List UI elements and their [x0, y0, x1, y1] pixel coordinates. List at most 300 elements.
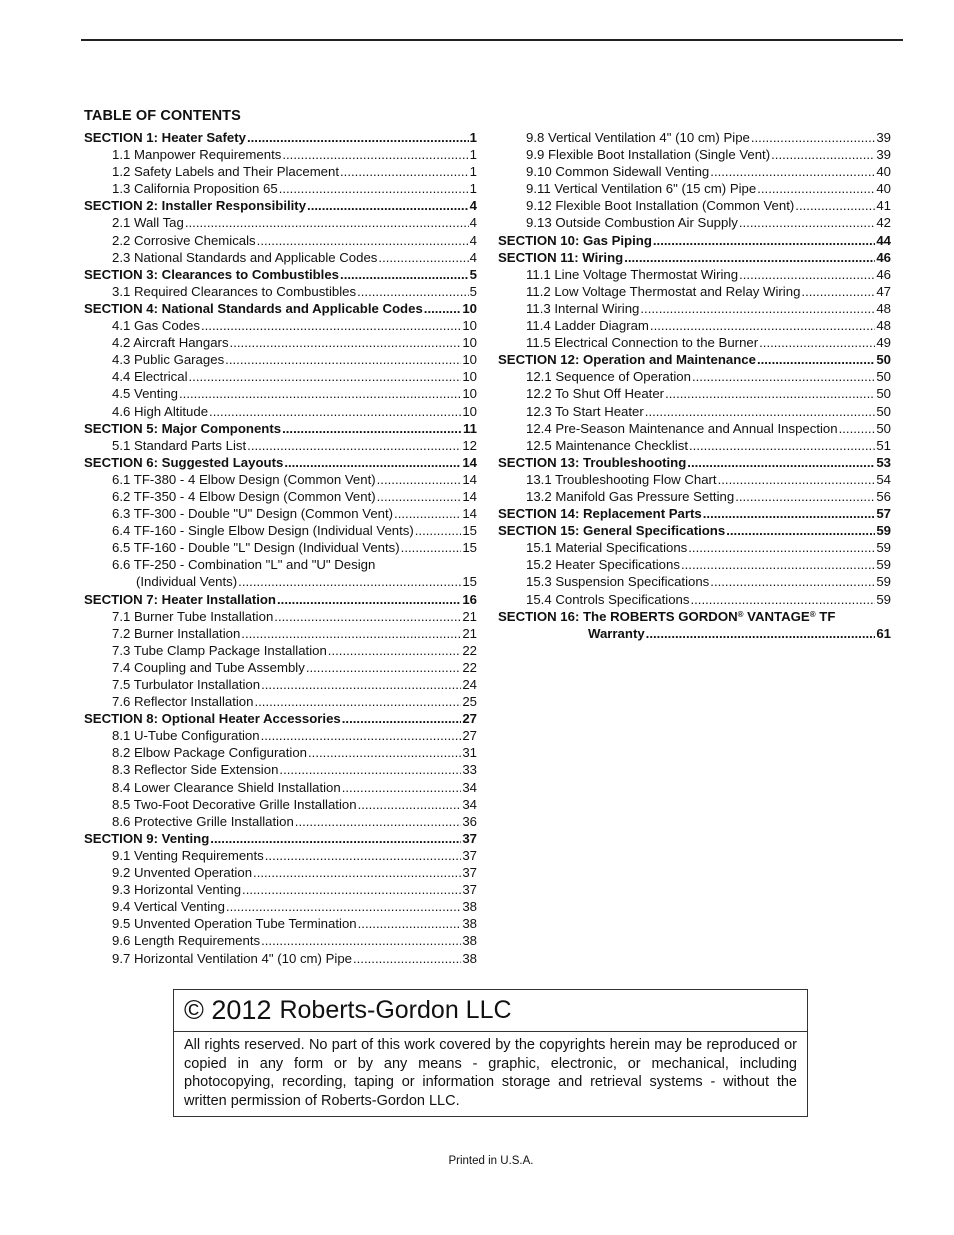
toc-dot-leader	[378, 249, 468, 266]
toc-dot-leader	[759, 334, 875, 351]
toc-entry-title: 9.12 Flexible Boot Installation (Common Vent)	[526, 198, 795, 214]
toc-entry-title: SECTION 7: Heater Installation	[84, 591, 276, 607]
top-rule	[81, 39, 903, 41]
toc-entry-continuation[interactable]	[84, 573, 477, 590]
toc-entry-title: 8.4 Lower Clearance Shield Installation	[112, 779, 341, 795]
toc-subsection-entry[interactable]	[84, 642, 477, 659]
toc-subsection-entry[interactable]	[84, 761, 477, 778]
printed-in: Printed in U.S.A.	[448, 1155, 534, 1167]
toc-page-number: 22	[462, 659, 477, 675]
toc-page-number: 38	[462, 916, 477, 932]
toc-subsection-entry[interactable]	[84, 915, 477, 932]
toc-dot-leader	[342, 710, 462, 727]
toc-dot-leader	[688, 539, 875, 556]
toc-subsection-entry[interactable]	[84, 351, 477, 368]
toc-page-number: 50	[876, 420, 891, 436]
toc-entry-title: 4.1 Gas Codes	[112, 318, 200, 334]
toc-page-number: 11	[463, 420, 477, 436]
toc-section-entry[interactable]	[498, 454, 891, 471]
toc-page-number: 47	[876, 283, 891, 299]
toc-entry-title: 9.6 Length Requirements	[112, 933, 261, 949]
toc-entry-title: 9.2 Unvented Operation	[112, 865, 253, 881]
copyright-notice: All rights reserved. No part of this work covered by the copyrights herein may be reproduced or copied in any form or by any means - graphic, electronic, or mechanical, including photocopying, recording, taping or information storage and retrieval systems - without the written permission of Roberts-Gordon LLC.	[184, 1037, 797, 1109]
toc-page-number: 22	[462, 642, 477, 658]
toc-entry-title: 6.5 TF-160 - Double "L" Design (Individual Vents)	[112, 540, 400, 556]
toc-dot-leader	[735, 488, 875, 505]
toc-page-number: 25	[462, 694, 477, 710]
toc-subsection-entry[interactable]	[498, 556, 891, 573]
toc-subsection-entry[interactable]	[498, 163, 891, 180]
toc-entry-title: 9.8 Vertical Ventilation 4" (10 cm) Pipe	[526, 130, 750, 145]
toc-subsection-entry[interactable]	[498, 146, 891, 163]
toc-page-number: 42	[876, 215, 891, 231]
toc-subsection-entry[interactable]	[84, 368, 477, 385]
toc-subsection-entry[interactable]	[84, 898, 477, 915]
toc-dot-leader	[401, 539, 462, 556]
toc-entry-title: 8.3 Reflector Side Extension	[112, 762, 279, 778]
toc-entry-title: 12.1 Sequence of Operation	[526, 369, 691, 385]
toc-subsection-entry[interactable]	[498, 591, 891, 608]
toc-dot-leader	[242, 881, 461, 898]
toc-subsection-entry[interactable]	[84, 180, 477, 197]
toc-entry-title: SECTION 16: The ROBERTS GORDON® VANTAGE® TF	[498, 608, 836, 624]
toc-page-number: 61	[876, 625, 891, 641]
toc-subsection-entry[interactable]	[84, 950, 477, 967]
toc-dot-leader	[179, 385, 461, 402]
toc-entry-title: 1.2 Safety Labels and Their Placement	[112, 164, 340, 180]
toc-page-number: 37	[462, 830, 477, 846]
toc-subsection-entry[interactable]	[498, 437, 891, 454]
toc-page-number: 24	[462, 677, 477, 692]
toc-subsection-entry[interactable]	[84, 744, 477, 761]
toc-entry-title: 11.5 Electrical Connection to the Burner	[526, 335, 759, 351]
toc-page-number: 1	[469, 147, 477, 163]
toc-dot-leader	[640, 300, 875, 317]
toc-subsection-entry[interactable]	[498, 471, 891, 488]
toc-entry-title: (Individual Vents)	[136, 574, 238, 590]
toc-dot-leader	[230, 334, 462, 351]
toc-entry-title: 9.11 Vertical Ventilation 6" (15 cm) Pipe	[526, 181, 757, 197]
toc-entry-title: 15.3 Suspension Specifications	[526, 574, 710, 590]
toc-page-number: 39	[876, 130, 891, 145]
toc-page-number: 33	[462, 762, 477, 778]
toc-dot-leader	[257, 232, 469, 249]
toc-dot-leader	[210, 830, 461, 847]
toc-page-number: 50	[876, 352, 891, 368]
toc-subsection-entry[interactable]	[498, 180, 891, 197]
toc-dot-leader	[279, 180, 469, 197]
toc-page-number: 38	[462, 899, 477, 915]
toc-dot-leader	[689, 437, 875, 454]
toc-dot-leader	[340, 266, 469, 283]
toc-subsection-entry[interactable]	[498, 573, 891, 590]
toc-entry-title: SECTION 12: Operation and Maintenance	[498, 352, 756, 368]
toc-subsection-entry[interactable]	[84, 727, 477, 744]
toc-dot-leader	[801, 283, 875, 300]
toc-subsection-entry[interactable]	[84, 505, 477, 522]
toc-entry-title: 4.2 Aircraft Hangars	[112, 335, 229, 351]
toc-right-column	[498, 129, 891, 642]
toc-dot-leader	[282, 420, 462, 437]
toc-subsection-entry[interactable]	[84, 796, 477, 813]
toc-dot-leader	[757, 180, 875, 197]
toc-entry-title: 9.9 Flexible Boot Installation (Single Vent)	[526, 147, 771, 163]
toc-subsection-entry[interactable]	[498, 334, 891, 351]
toc-entry-title: 7.1 Burner Tube Installation	[112, 608, 274, 624]
toc-subsection-entry[interactable]	[84, 881, 477, 898]
toc-entry-title: 8.2 Elbow Package Configuration	[112, 745, 308, 761]
toc-dot-leader	[277, 591, 461, 608]
toc-entry-title: 9.4 Vertical Venting	[112, 899, 225, 915]
toc-subsection-entry[interactable]	[84, 676, 477, 693]
toc-page-number: 1	[469, 164, 477, 180]
toc-section-entry[interactable]	[84, 197, 477, 214]
toc-section-entry[interactable]	[498, 351, 891, 368]
toc-page-number: 59	[876, 591, 891, 607]
toc-entry-title: 4.6 High Altitude	[112, 403, 209, 419]
toc-subsection-entry[interactable]	[84, 471, 477, 488]
toc-entry-title: 11.3 Internal Wiring	[526, 300, 640, 316]
toc-dot-leader	[424, 300, 462, 317]
toc-subsection-entry[interactable]	[84, 232, 477, 249]
toc-dot-leader	[358, 915, 462, 932]
toc-page-number: 41	[876, 198, 891, 214]
toc-subsection-entry[interactable]	[84, 488, 477, 505]
toc-page-number: 34	[462, 779, 477, 795]
toc-page-number: 40	[876, 181, 891, 197]
toc-subsection-entry[interactable]	[84, 779, 477, 796]
toc-subsection-entry[interactable]	[84, 385, 477, 402]
toc-page-number: 40	[876, 164, 891, 180]
toc-section-entry[interactable]	[498, 249, 891, 266]
toc-entry-title: SECTION 6: Suggested Layouts	[84, 454, 284, 470]
toc-dot-leader	[653, 232, 875, 249]
toc-dot-leader	[645, 403, 876, 420]
toc-entry-title: SECTION 10: Gas Piping	[498, 232, 652, 248]
toc-entry-title: SECTION 14: Replacement Parts	[498, 506, 702, 522]
toc-entry-title: 2.2 Corrosive Chemicals	[112, 232, 256, 248]
toc-entry-title: 12.3 To Start Heater	[526, 403, 644, 419]
toc-page-number: 27	[462, 728, 477, 744]
toc-page-number: 48	[876, 300, 891, 316]
toc-entry-title: 13.2 Manifold Gas Pressure Setting	[526, 488, 735, 504]
toc-dot-leader	[665, 385, 875, 402]
toc-section-entry[interactable]	[84, 300, 477, 317]
toc-subsection-entry[interactable]	[84, 864, 477, 881]
toc-subsection-entry[interactable]	[84, 214, 477, 231]
toc-entry-title: 7.2 Burner Installation	[112, 625, 241, 641]
toc-entry-title: SECTION 5: Major Components	[84, 420, 282, 436]
toc-dot-leader	[265, 847, 462, 864]
toc-dot-leader	[646, 625, 876, 642]
toc-entry-title: 9.7 Horizontal Ventilation 4" (10 cm) Pipe	[112, 950, 352, 966]
toc-page-number: 10	[462, 300, 477, 316]
toc-subsection-entry[interactable]	[498, 214, 891, 231]
copyright-owner: Roberts-Gordon LLC	[279, 996, 512, 1024]
toc-dot-leader	[687, 454, 875, 471]
toc-entry-title: 7.5 Turbulator Installation	[112, 677, 261, 692]
toc-page-number: 12	[462, 437, 477, 453]
toc-subsection-entry[interactable]	[498, 283, 891, 300]
toc-entry-title: 9.1 Venting Requirements	[112, 847, 264, 863]
toc-page-number: 48	[876, 318, 891, 334]
toc-page-number: 14	[462, 471, 477, 487]
toc-dot-leader	[201, 317, 461, 334]
toc-subsection-entry[interactable]	[84, 608, 477, 625]
toc-entry-title: SECTION 15: General Specifications	[498, 523, 726, 539]
toc-dot-leader	[226, 898, 461, 915]
toc-dot-leader	[254, 693, 461, 710]
toc-entry-title: 12.4 Pre-Season Maintenance and Annual Inspection	[526, 420, 838, 436]
toc-dot-leader	[189, 368, 462, 385]
toc-subsection-entry[interactable]	[84, 163, 477, 180]
toc-subsection-entry[interactable]	[84, 522, 477, 539]
toc-entry-title: 6.2 TF-350 - 4 Elbow Design (Common Vent)	[112, 488, 376, 504]
toc-subsection-entry[interactable]	[498, 539, 891, 556]
toc-entry-title: SECTION 11: Wiring	[498, 249, 624, 265]
toc-subsection-entry[interactable]	[84, 556, 477, 573]
toc-dot-leader	[710, 573, 875, 590]
toc-subsection-entry[interactable]	[84, 403, 477, 420]
toc-page-number: 46	[876, 249, 891, 265]
toc-dot-leader	[209, 403, 461, 420]
toc-page-number: 36	[462, 813, 477, 829]
toc-dot-leader	[253, 864, 461, 881]
toc-entry-title: 7.3 Tube Clamp Package Installation	[112, 642, 327, 658]
toc-page-number: 50	[876, 386, 891, 402]
toc-subsection-entry[interactable]	[84, 437, 477, 454]
toc-page-number: 49	[876, 335, 891, 351]
toc-page-number: 10	[462, 386, 477, 402]
toc-page-number: 15	[462, 540, 477, 556]
toc-dot-leader	[690, 591, 875, 608]
toc-entry-title: 12.5 Maintenance Checklist	[526, 437, 689, 453]
toc-page-number: 15	[462, 523, 477, 539]
toc-dot-leader	[358, 796, 462, 813]
toc-entry-title: 8.5 Two-Foot Decorative Grille Installation	[112, 796, 357, 812]
toc-page-number: 4	[469, 198, 477, 214]
toc-entry-title: 4.3 Public Garages	[112, 352, 225, 368]
toc-dot-leader	[795, 197, 875, 214]
toc-dot-leader	[185, 214, 469, 231]
toc-dot-leader	[394, 505, 461, 522]
toc-entry-title: 6.4 TF-160 - Single Elbow Design (Individual Vents)	[112, 523, 414, 539]
toc-dot-leader	[282, 146, 468, 163]
toc-dot-leader	[279, 761, 461, 778]
toc-page-number: 44	[876, 232, 891, 248]
toc-dot-leader	[726, 522, 875, 539]
toc-page-number: 53	[876, 454, 891, 470]
toc-subsection-entry[interactable]	[84, 283, 477, 300]
toc-subsection-entry[interactable]	[84, 625, 477, 642]
toc-dot-leader	[624, 249, 875, 266]
toc-page-number: 14	[462, 454, 477, 470]
toc-dot-leader	[328, 642, 462, 659]
copyright-heading	[174, 990, 807, 1032]
toc-dot-leader	[306, 659, 462, 676]
toc-subsection-entry[interactable]	[498, 488, 891, 505]
toc-page-number: 21	[462, 608, 477, 624]
toc-page-number: 39	[876, 147, 891, 163]
toc-dot-leader	[308, 744, 461, 761]
toc-dot-leader	[757, 351, 875, 368]
toc-dot-leader	[340, 163, 469, 180]
toc-dot-leader	[718, 471, 876, 488]
toc-section-entry[interactable]	[498, 232, 891, 249]
toc-subsection-entry[interactable]	[84, 317, 477, 334]
toc-subsection-entry[interactable]	[498, 129, 891, 146]
toc-page-number: 5	[469, 266, 477, 282]
copyright-box	[173, 989, 808, 1117]
toc-section-entry[interactable]	[498, 608, 891, 625]
toc-entry-title: 6.1 TF-380 - 4 Elbow Design (Common Vent)	[112, 471, 376, 487]
toc-page-number: 56	[876, 488, 891, 504]
toc-dot-leader	[342, 779, 462, 796]
toc-page-number: 59	[876, 540, 891, 556]
toc-subsection-entry[interactable]	[84, 847, 477, 864]
toc-subsection-entry[interactable]	[84, 539, 477, 556]
toc-subsection-entry[interactable]	[498, 197, 891, 214]
toc-subsection-entry[interactable]	[84, 659, 477, 676]
toc-section-entry[interactable]	[84, 454, 477, 471]
toc-title: TABLE OF CONTENTS	[84, 108, 241, 124]
toc-section-entry[interactable]	[84, 591, 477, 608]
toc-section-entry[interactable]	[84, 710, 477, 727]
toc-page-number: 14	[462, 488, 477, 504]
toc-page-number: 59	[876, 574, 891, 590]
toc-dot-leader	[238, 573, 461, 590]
toc-dot-leader	[839, 420, 876, 437]
toc-section-entry[interactable]	[84, 129, 477, 146]
toc-page-number: 4	[469, 215, 477, 231]
toc-dot-leader	[295, 813, 462, 830]
toc-dot-leader	[274, 608, 461, 625]
toc-dot-leader	[261, 727, 462, 744]
toc-subsection-entry[interactable]	[498, 300, 891, 317]
toc-entry-title: 8.1 U-Tube Configuration	[112, 728, 260, 744]
toc-subsection-entry[interactable]	[498, 266, 891, 283]
toc-page-number: 34	[462, 796, 477, 812]
toc-dot-leader	[377, 471, 462, 488]
toc-dot-leader	[650, 317, 875, 334]
toc-page-number: 5	[469, 283, 477, 299]
toc-dot-leader	[241, 625, 461, 642]
toc-subsection-entry[interactable]	[498, 317, 891, 334]
toc-entry-title: 12.2 To Shut Off Heater	[526, 386, 665, 402]
toc-subsection-entry[interactable]	[84, 334, 477, 351]
toc-dot-leader	[751, 129, 875, 146]
toc-section-entry[interactable]	[498, 505, 891, 522]
toc-dot-leader	[681, 556, 875, 573]
toc-subsection-entry[interactable]	[84, 693, 477, 710]
toc-dot-leader	[247, 437, 461, 454]
toc-subsection-entry[interactable]	[498, 420, 891, 437]
toc-entry-title: 13.1 Troubleshooting Flow Chart	[526, 471, 717, 487]
toc-entry-title: SECTION 13: Troubleshooting	[498, 454, 687, 470]
toc-page-number: 16	[462, 591, 477, 607]
toc-dot-leader	[353, 950, 461, 967]
toc-dot-leader	[284, 454, 461, 471]
toc-subsection-entry[interactable]	[498, 403, 891, 420]
toc-entry-continuation[interactable]	[498, 625, 891, 642]
toc-subsection-entry[interactable]	[498, 385, 891, 402]
toc-page-number: 50	[876, 369, 891, 385]
toc-entry-title: 11.4 Ladder Diagram	[526, 318, 649, 334]
toc-section-entry[interactable]	[84, 420, 477, 437]
toc-dot-leader	[771, 146, 875, 163]
toc-dot-leader	[357, 283, 469, 300]
toc-dot-leader	[225, 351, 461, 368]
toc-entry-title: 11.2 Low Voltage Thermostat and Relay Wiring	[526, 283, 801, 299]
toc-dot-leader	[261, 932, 461, 949]
toc-section-entry[interactable]	[498, 522, 891, 539]
toc-entry-title: 15.4 Controls Specifications	[526, 591, 690, 607]
toc-dot-leader	[415, 522, 462, 539]
toc-subsection-entry[interactable]	[84, 932, 477, 949]
toc-page-number: 54	[876, 471, 891, 487]
toc-page-number: 21	[462, 625, 477, 641]
toc-page-number: 38	[462, 950, 477, 966]
toc-entry-title: 6.6 TF-250 - Combination "L" and "U" Design	[112, 557, 376, 573]
toc-entry-title: SECTION 9: Venting	[84, 830, 210, 846]
toc-entry-title: SECTION 3: Clearances to Combustibles	[84, 266, 340, 282]
toc-entry-title: 9.13 Outside Combustion Air Supply	[526, 215, 738, 231]
toc-page-number: 14	[462, 506, 477, 522]
toc-page-number: 57	[876, 506, 891, 522]
toc-subsection-entry[interactable]	[84, 813, 477, 830]
toc-page-number: 1	[469, 130, 477, 145]
toc-entry-title: SECTION 1: Heater Safety	[84, 130, 246, 145]
toc-page-number: 10	[462, 352, 477, 368]
toc-subsection-entry[interactable]	[498, 368, 891, 385]
toc-section-entry[interactable]	[84, 266, 477, 283]
toc-entry-title: SECTION 2: Installer Responsibility	[84, 198, 307, 214]
toc-dot-leader	[739, 266, 875, 283]
toc-dot-leader	[739, 214, 875, 231]
toc-page-number: 50	[876, 403, 891, 419]
toc-entry-title: 15.1 Material Specifications	[526, 540, 688, 556]
toc-entry-title: 9.5 Unvented Operation Tube Termination	[112, 916, 357, 932]
toc-section-entry[interactable]	[84, 830, 477, 847]
toc-dot-leader	[261, 676, 461, 693]
toc-entry-title: 15.2 Heater Specifications	[526, 557, 680, 573]
toc-page-number: 59	[876, 557, 891, 573]
toc-page-number: 59	[876, 523, 891, 539]
toc-entry-title: SECTION 4: National Standards and Applicable Codes	[84, 300, 423, 316]
toc-dot-leader	[377, 488, 462, 505]
copyright-year: © 2012	[184, 995, 272, 1025]
toc-page-number: 31	[462, 745, 477, 761]
toc-dot-leader	[692, 368, 875, 385]
toc-page-number: 10	[462, 335, 477, 351]
toc-entry-title: 9.3 Horizontal Venting	[112, 882, 242, 898]
toc-entry-title: Warranty	[588, 625, 645, 641]
toc-entry-title: 7.6 Reflector Installation	[112, 694, 254, 710]
toc-entry-title: 1.3 California Proposition 65	[112, 181, 278, 197]
toc-subsection-entry[interactable]	[84, 249, 477, 266]
toc-dot-leader	[307, 197, 469, 214]
toc-entry-title: 1.1 Manpower Requirements	[112, 147, 282, 163]
toc-subsection-entry[interactable]	[84, 146, 477, 163]
toc-page-number: 10	[462, 369, 477, 385]
toc-page-number: 4	[469, 249, 477, 265]
toc-entry-title: 6.3 TF-300 - Double "U" Design (Common Vent)	[112, 506, 394, 522]
toc-page-number: 37	[462, 865, 477, 881]
toc-page-number: 46	[876, 266, 891, 282]
toc-entry-title: 4.4 Electrical	[112, 369, 188, 385]
toc-dot-leader	[710, 163, 875, 180]
toc-page-number: 37	[462, 882, 477, 898]
